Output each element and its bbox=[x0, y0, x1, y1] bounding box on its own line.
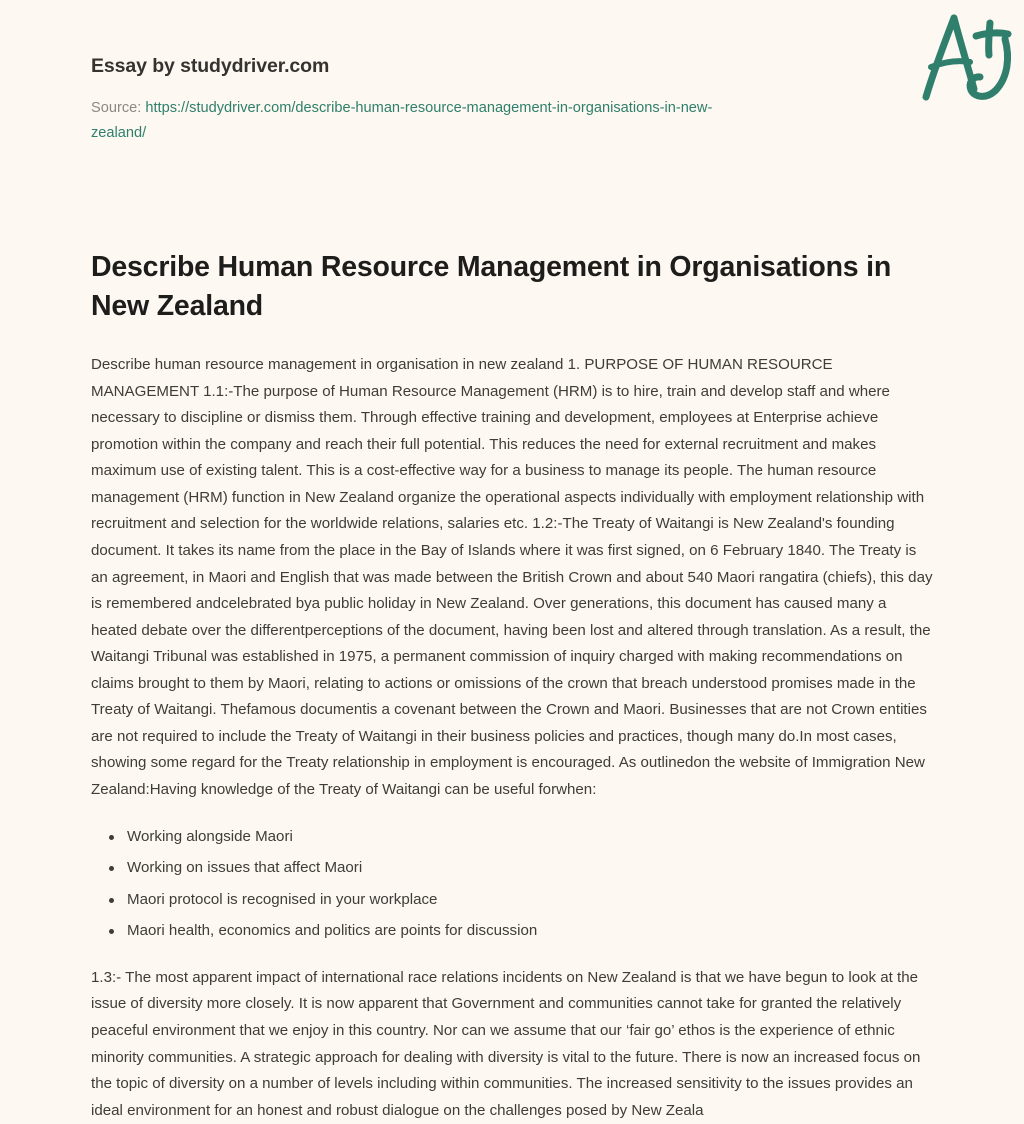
list-item: Maori health, economics and politics are points for discussion bbox=[127, 918, 934, 945]
studydriver-a-plus-logo-icon bbox=[904, 5, 1024, 115]
list-item: Working on issues that affect Maori bbox=[127, 855, 934, 882]
list-item: Maori protocol is recognised in your workplace bbox=[127, 887, 934, 914]
source-url-link[interactable]: https://studydriver.com/describe-human-resource-management-in-organisations-in-new-zealand/ bbox=[91, 100, 713, 142]
paragraph-closing: 1.3:- The most apparent impact of international race relations incidents on New Zealand is that we have begun to look at the issue of diversity more closely. It is now apparent that Government and communities cannot take for granted the relatively peaceful environment that we enjoy in this country. Nor can we assume that our ‘fair go’ ethos is the experience of ethnic minority communities. A strategic approach for dealing with diversity is vital to the future. There is now an increased focus on the topic of diversity on a number of levels including within communities. The increased sensitivity to the issues provides an ideal environment for an honest and robust dialogue on the challenges posed by New Zeala bbox=[91, 968, 921, 1119]
source-label: Source: bbox=[91, 100, 142, 117]
header-text-block bbox=[91, 55, 791, 147]
essay-byline: Essay by studydriver.com bbox=[91, 55, 330, 77]
list-item: Working alongside Maori bbox=[127, 824, 934, 851]
site-header bbox=[91, 55, 933, 147]
page-title: Describe Human Resource Management in Organisations in New Zealand bbox=[91, 251, 892, 322]
source-line bbox=[91, 96, 751, 146]
paragraph: Describe human resource management in organisation in new zealand 1. PURPOSE OF HUMAN RESOURCE MANAGEMENT 1.1:-The purpose of Human Resource Management (HRM) is to hire, train and develop staff and where necessary to discipline or dismiss them. Through effective training and development, employees at Enterprise achieve promotion within the company and reach their full potential. This reduces the need for external recruitment and makes maximum use of existing talent. This is a cost-effective way for a business to manage its people. The human resource management (HRM) function in New Zealand organize the operational aspects individually with employment relationship with recruitment and selection for the worldwide relations, salaries etc. 1.2:-The Treaty of Waitangi is New Zealand's founding document. It takes its name from the place in the Bay of Islands where it was first signed, on 6 February 1840. The Treaty is an agreement, in Maori and English that was made between the British Crown and about 540 Maori rangatira (chiefs), this day is remembered andcelebrated bya public holiday in New Zealand. Over generations, this document has caused many a heated debate over the differentperceptions of the document, having been lost and altered through translation. As a result, the Waitangi Tribunal was established in 1975, a permanent commission of inquiry charged with making recommendations on claims brought to them by Maori, relating to actions or omissions of the crown that breach understood promises made in the Treaty of Waitangi. Thefamous documentis a covenant between the Crown and Maori. Businesses that are not Crown entities are not required to include the Treaty of Waitangi in their business policies and practices, though many do.In most cases, showing some regard for the Treaty relationship in employment is encouraged. As outlinedon the website of Immigration New Zealand:Having knowledge of the Treaty of Waitangi can be useful forwhen: bbox=[91, 356, 933, 798]
essay-body bbox=[91, 352, 934, 1124]
treaty-usefulness-list bbox=[91, 824, 934, 945]
